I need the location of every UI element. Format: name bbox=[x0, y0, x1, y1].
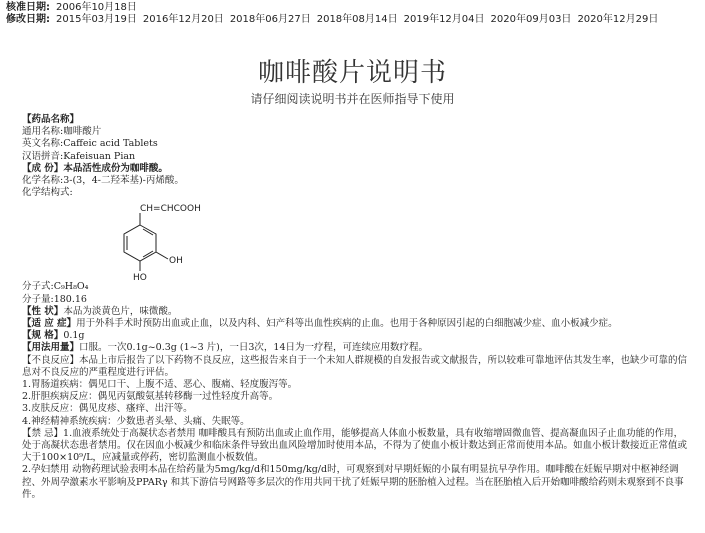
revision-date: 2018年08月14日 bbox=[316, 14, 398, 25]
approval-date-label: 核准日期: bbox=[6, 2, 50, 13]
revision-date: 2015年03月19日 bbox=[56, 14, 137, 25]
revision-dates-block bbox=[6, 2, 658, 26]
adverse-reaction-item: 3.皮肤反应：偶见皮疹、瘙痒、出汗等。 bbox=[22, 403, 193, 415]
pinyin-name: 汉语拼音:Kafeisuan Pian bbox=[22, 150, 136, 162]
approval-date-row bbox=[6, 2, 658, 14]
leaflet-body bbox=[22, 114, 691, 501]
structure-label: 化学结构式: bbox=[22, 187, 73, 199]
appearance-section: 【性 状】本品为淡黄色片，味微酸。 bbox=[22, 305, 178, 317]
revision-date-label: 修改日期: bbox=[6, 14, 50, 25]
adverse-reaction-item: 4.神经精神系统疾病：少数患者头晕、头痛、失眠等。 bbox=[22, 415, 250, 427]
revision-date: 2019年12月04日 bbox=[403, 14, 485, 25]
revision-date: 2018年06月27日 bbox=[229, 14, 311, 25]
contraindication-pregnancy: 2.孕妇禁用 动物药理试验表明本品在给药量为5mg/kg/d和150mg/kg/d时，可观察到对早期妊娠的小鼠有明显抗早孕作用。咖啡酸在妊娠早期对中枢神经调控、外周孕激素水平影响及PPARγ 和其下游信号网路等多层次的作用共同干扰了妊娠早期的胚胎植入过程。当在胚胎植入后开始咖啡酸给药则未观察到不良事件。 bbox=[22, 464, 684, 500]
revision-date: 2020年12月29日 bbox=[577, 14, 659, 25]
usage-section: 【用法用量】口服。一次0.1g~0.3g (1~3 片)，一日3次，14日为一疗程，可连续应用数疗程。 bbox=[22, 342, 428, 354]
molecular-weight: 分子量:180.16 bbox=[22, 293, 87, 305]
indications-section: 【适 应 症】用于外科手术时预防出血或止血，以及内科、妇产科等出血性疾病的止血。也用于各种原因引起的白细胞减少症、血小板减少症。 bbox=[22, 318, 618, 330]
ingredients-section: 【成 份】本品活性成份为咖啡酸。 bbox=[22, 162, 168, 174]
adverse-reaction-item: 2.肝胆疾病反应：偶见丙氨酸氨基转移酶一过性轻度升高等。 bbox=[22, 391, 279, 403]
drug-name-header: 【药品名称】 bbox=[22, 114, 80, 125]
structure-side-chain: CH=CHCOOH bbox=[140, 204, 201, 215]
structure-oh: OH bbox=[169, 256, 183, 267]
document-title: 咖啡酸片说明书 bbox=[257, 58, 447, 88]
adverse-reactions-section: 【不良反应】本品上市后报告了以下药物不良反应，这些报告来自于一个未知人群规模的自发报告或文献报告，所以较难可靠地评估其发生率，也缺少可靠的信息对不良反应的严重程度进行评估。 bbox=[22, 354, 688, 378]
adverse-reaction-item: 1.胃肠道疾病：偶见口干、上腹不适、恶心、腹痛、轻度腹泻等。 bbox=[22, 379, 298, 391]
english-name: 英文名称:Caffeic acid Tablets bbox=[22, 138, 158, 150]
revision-date: 2016年12月20日 bbox=[142, 14, 224, 25]
molecular-formula: 分子式:C₉H₈O₄ bbox=[22, 281, 89, 293]
document-subtitle: 请仔细阅读说明书并在医师指导下使用 bbox=[250, 92, 455, 106]
chemical-structure-diagram bbox=[100, 201, 220, 281]
chemical-name: 化学名称:3-(3，4-二羟苯基)-丙烯酸。 bbox=[22, 175, 184, 187]
approval-date: 2006年10月18日 bbox=[56, 2, 137, 13]
revision-date: 2020年09月03日 bbox=[490, 14, 572, 25]
generic-name: 通用名称:咖啡酸片 bbox=[22, 126, 102, 138]
structure-ho: HO bbox=[133, 273, 147, 282]
specification-section: 【规 格】0.1g bbox=[22, 330, 85, 342]
revision-date-row bbox=[6, 14, 658, 26]
contraindications-section: 【禁 忌】1.血液系统处于高凝状态者禁用 咖啡酸具有预防出血或止血作用，能够提高人体血小板数量，具有收缩增固微血管、提高凝血因子止血功能的作用，处于高凝状态患者禁用。仅在因血小板减少和临床条件导致出血风险增加时使用本品，不得为了使血小板计数达到正常而使用本品。如血小板计数接近正常值或大于100×10⁹/L，应减量或停药，密切监测血小板数值。 bbox=[22, 427, 688, 464]
